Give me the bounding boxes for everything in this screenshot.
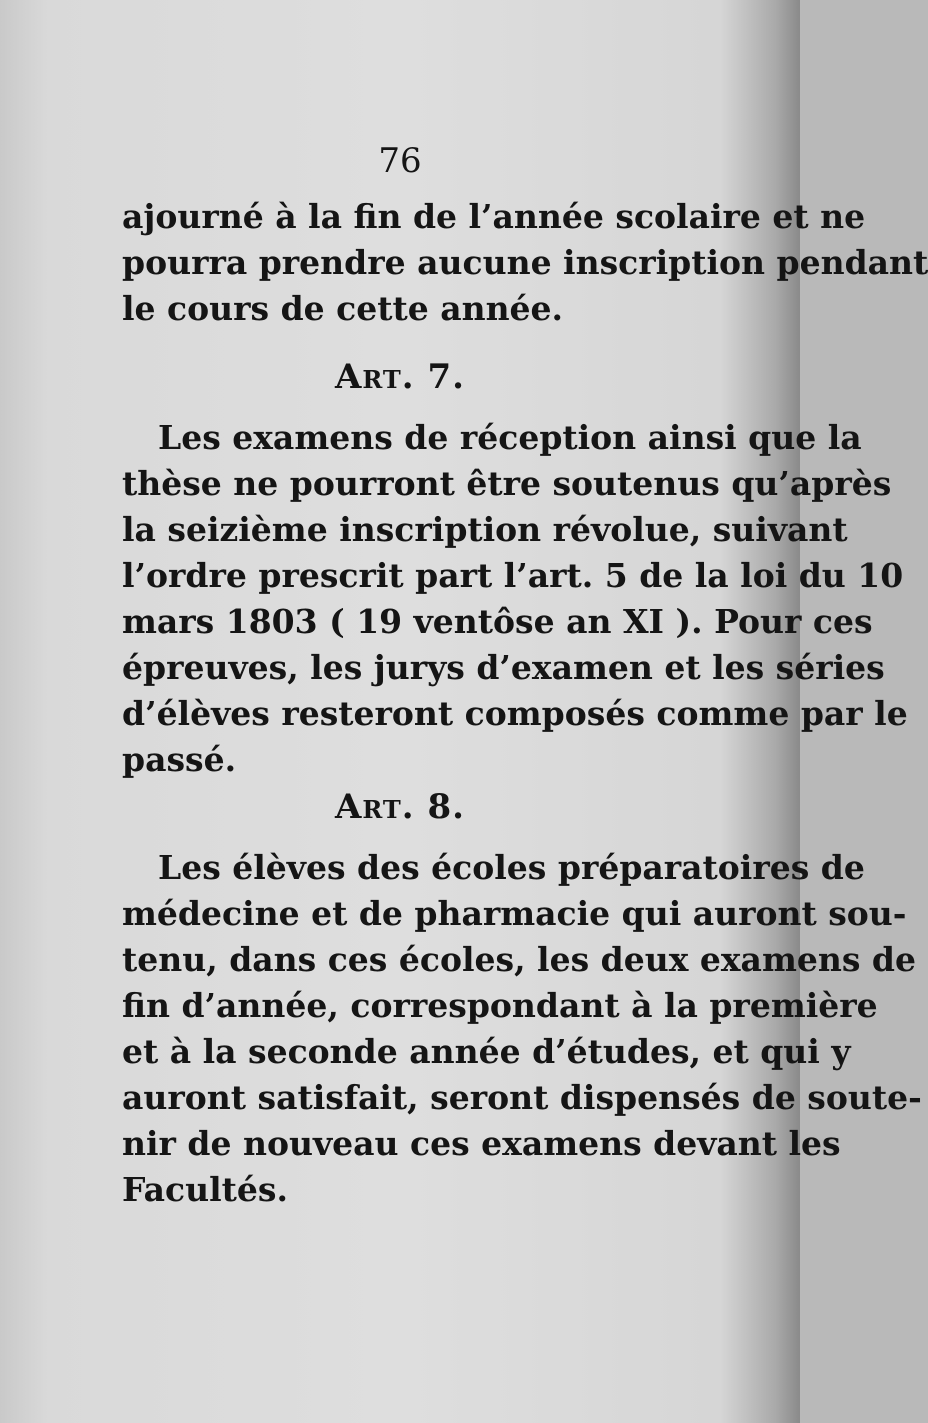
article-8-line: et à la seconde année d’études, et qui y (122, 1032, 851, 1071)
article-7-line: Les examens de réception ainsi que la (158, 418, 862, 457)
article-8-line: nir de nouveau ces examens devant les (122, 1124, 841, 1163)
article-8-line: Les élèves des écoles préparatoires de (158, 848, 865, 887)
article-7-line: thèse ne pourront être soutenus qu’après (122, 464, 892, 503)
article-8-line: Facultés. (122, 1170, 288, 1209)
article-7-line: l’ordre prescrit part l’art. 5 de la loi du 10 (122, 556, 904, 595)
article-8-paragraph (122, 845, 922, 1213)
article-7-heading (0, 354, 800, 400)
paragraph-1-line: le cours de cette année. (122, 289, 564, 328)
article-label: Art. (335, 787, 415, 827)
page-number: 76 (378, 141, 422, 181)
article-7-line: la seizième inscription révolue, suivant (122, 510, 848, 549)
article-7-line: mars 1803 ( 19 ventôse an XI ). Pour ces (122, 602, 873, 641)
article-number: 7. (427, 357, 465, 397)
article-8-line: fin d’année, correspondant à la première (122, 986, 878, 1025)
article-7-line: passé. (122, 740, 237, 779)
article-8-line: auront satisfait, seront dispensés de soute- (122, 1078, 922, 1117)
paragraph-1-line: pourra prendre aucune inscription pendant (122, 243, 928, 282)
article-8-line: médecine et de pharmacie qui auront sou- (122, 894, 907, 933)
article-8-heading (0, 784, 800, 830)
paragraph-continuation (122, 194, 928, 332)
article-8-line: tenu, dans ces écoles, les deux examens de (122, 940, 916, 979)
article-number: 8. (427, 787, 465, 827)
article-label: Art. (335, 357, 415, 397)
article-7-paragraph (122, 415, 908, 783)
article-7-line: épreuves, les jurys d’examen et les séries (122, 648, 885, 687)
paragraph-1-line: ajourné à la fin de l’année scolaire et ne (122, 197, 866, 236)
article-7-line: d’élèves resteront composés comme par le (122, 694, 908, 733)
